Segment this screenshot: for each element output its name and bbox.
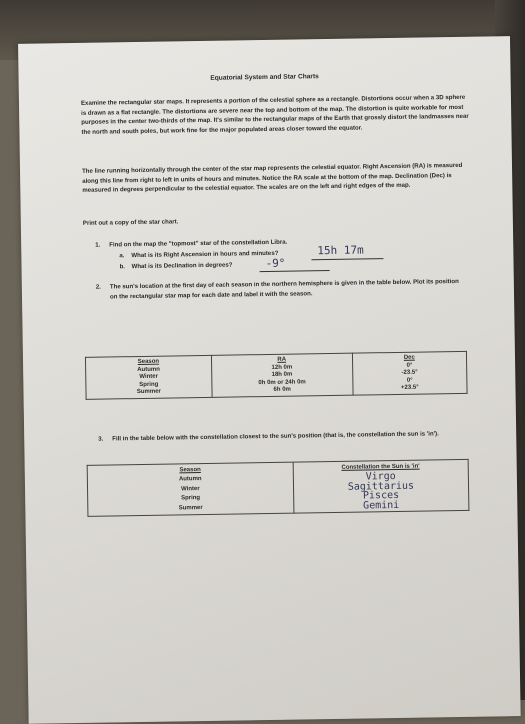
constellation-table	[87, 459, 470, 517]
table1-ra: 0h 0m or 24h 0m	[258, 379, 306, 386]
q1a-text: What is its Right Ascension in hours and minutes?	[131, 249, 279, 260]
season-header-2: Season	[179, 467, 201, 474]
dec-header: Dec	[403, 354, 415, 361]
table1-ra: 12h 0m	[271, 364, 293, 371]
q1a-answer: 15h 17m	[317, 243, 364, 258]
table2-season: Winter	[181, 485, 200, 493]
table2-answer: Sagittarius	[347, 480, 415, 493]
table1-dec: +23.5°	[400, 384, 419, 392]
q1b-label: b.	[119, 263, 126, 271]
intro-paragraph: Examine the rectangular star maps. It represents a portion of the celestial sphere as a rectangle. Distortions occur when a 3D sphere is drawn as a flat rectangle. The distortions are severe near the top and bottom of the map. The distortion is quite workable for most purposes in the center two-thirds of the map. It's similar to the rectangular maps of the Earth that grossly distort the landmasses near the north and south poles, but work fine for the major populated areas closer toward the equator.	[80, 93, 469, 136]
ra-column	[211, 353, 353, 397]
sun-position-table	[85, 351, 468, 400]
table2-season: Spring	[181, 495, 201, 502]
season-column-2	[87, 462, 294, 516]
table1-season: Spring	[139, 381, 159, 388]
q1b-answer-line	[260, 270, 330, 272]
table1-dec: 0°	[406, 362, 413, 369]
table1-dec: 0°	[406, 377, 413, 384]
table2-season: Summer	[178, 504, 203, 512]
table1-season: Winter	[139, 373, 158, 381]
constellation-header: Constellation the Sun is 'in'	[341, 463, 420, 471]
worksheet-page	[18, 36, 521, 724]
q1a-label: a.	[119, 252, 125, 260]
season-column	[85, 355, 211, 399]
q2-text: The sun's location at the first day of each season in the northern hemisphere is given in the table below. Plot its position on the rectangular star map for each date and label it with the season.	[109, 277, 459, 301]
q1b-text: What is its Declination in degrees?	[131, 261, 233, 271]
table2-answer: Gemini	[363, 499, 400, 512]
equator-paragraph: The line running horizontally through the center of the star map represents the celestial equator. Right Ascension (RA) is measured along this line from right to left in units of hours and minutes. Notice the RA scale at the bottom of the map. Declination (Dec) is measured in degrees perpendicular to the celestial equator. The scales are on the left and right edges of the map.	[81, 161, 463, 195]
table1-season: Autumn	[137, 366, 160, 373]
q3-text: Fill in the table below with the constellation closest to the sun's position (that is, the constellation the sun is 'in').	[112, 430, 439, 443]
ra-header: RA	[277, 356, 287, 363]
q1a-answer-line	[311, 258, 383, 260]
q3-number: 3.	[98, 435, 104, 443]
worksheet-title: Equatorial System and Star Charts	[210, 73, 319, 82]
table2-answer: Pisces	[362, 490, 400, 502]
q1-text: Find on the map the "topmost" star of the constellation Libra.	[109, 238, 288, 249]
constellation-column	[293, 459, 469, 513]
dec-column	[352, 351, 467, 395]
table1-ra: 6h 0m	[273, 386, 291, 394]
q2-number: 2.	[95, 283, 102, 291]
table1-dec: -23.5°	[401, 369, 418, 377]
season-header: Season	[137, 358, 160, 366]
table2-answer: Virgo	[365, 471, 396, 483]
print-instruction: Print out a copy of the star chart.	[82, 218, 179, 227]
table1-season: Summer	[136, 389, 161, 396]
table1-ra: 18h 0m	[271, 371, 293, 379]
q1-number: 1.	[95, 241, 101, 249]
q1b-answer: -9°	[265, 256, 286, 271]
table2-season: Autumn	[178, 476, 202, 483]
